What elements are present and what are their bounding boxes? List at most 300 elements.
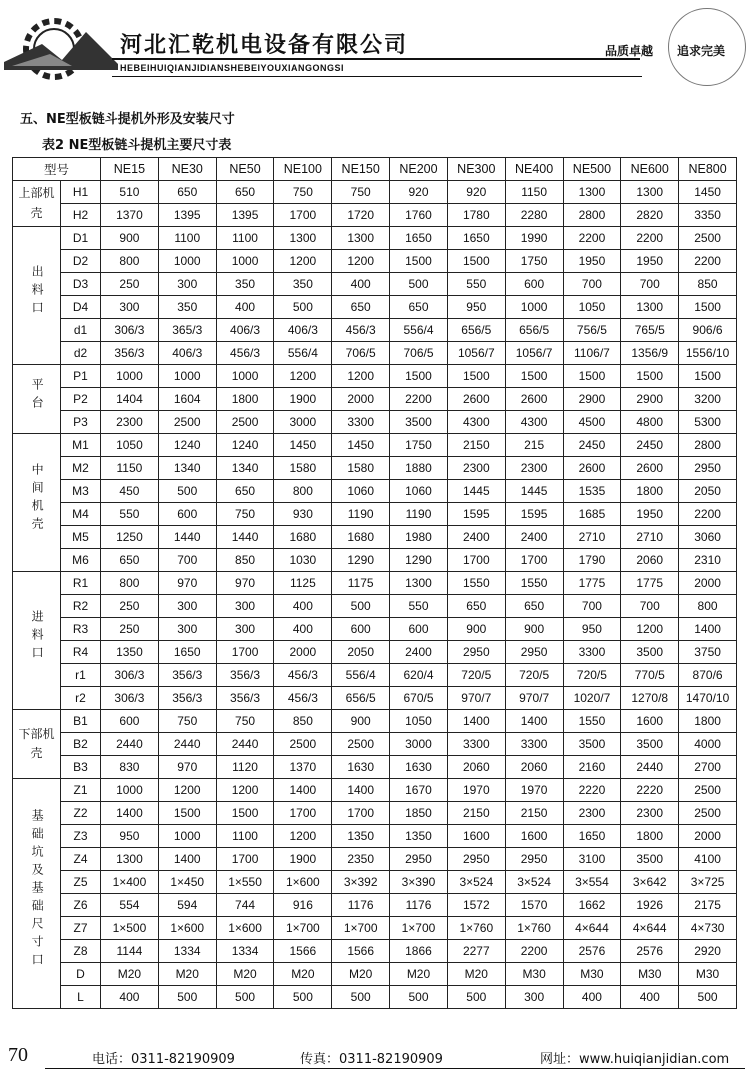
table-cell: 2350 [332,848,390,871]
table-cell: 916 [274,894,332,917]
table-cell: 1×600 [158,917,216,940]
table-cell: 1144 [101,940,159,963]
table-cell: M20 [447,963,505,986]
table-cell: 4×644 [563,917,621,940]
table-row [13,342,737,365]
table-cell: 1050 [563,296,621,319]
table-cell: 1790 [563,549,621,572]
table-cell: 3300 [447,733,505,756]
table-cell: 406/3 [274,319,332,342]
table-cell: 1700 [216,848,274,871]
table-cell: 306/3 [101,687,159,710]
table-cell: 1334 [216,940,274,963]
table-cell: 1950 [621,250,679,273]
table-cell: 2900 [563,388,621,411]
table-cell: 750 [216,503,274,526]
table-cell: 356/3 [101,342,159,365]
table-cell: 1680 [274,526,332,549]
table-cell: 1800 [621,480,679,503]
model-header: NE50 [216,158,274,181]
table-cell: 600 [101,710,159,733]
table-cell: 2400 [505,526,563,549]
table-cell: 850 [216,549,274,572]
table-cell: 650 [101,549,159,572]
table-cell: 3500 [621,641,679,664]
header-divider-thin [112,76,642,77]
table-row [13,365,737,388]
param-label: Z3 [61,825,101,848]
param-label: r1 [61,664,101,687]
table-cell: 1056/7 [447,342,505,365]
table-cell: 1356/9 [621,342,679,365]
table-cell: 2050 [679,480,737,503]
table-cell: 600 [158,503,216,526]
table-cell: 1900 [274,848,332,871]
table-cell: 2300 [505,457,563,480]
table-cell: 1020/7 [563,687,621,710]
table-cell: 2500 [679,802,737,825]
table-cell: M30 [679,963,737,986]
table-cell: 1400 [274,779,332,802]
table-cell: 3300 [563,641,621,664]
table-cell: 1×450 [158,871,216,894]
table-cell: 700 [563,273,621,296]
table-cell: 300 [101,296,159,319]
table-cell: 920 [447,181,505,204]
table-cell: 650 [505,595,563,618]
group-label [13,572,61,710]
table-row [13,434,737,457]
table-row [13,664,737,687]
table-cell: 1240 [216,434,274,457]
group-label [13,779,61,1009]
table-cell: 2150 [447,802,505,825]
table-cell: 1440 [158,526,216,549]
table-cell: 1300 [390,572,448,595]
model-header: NE150 [332,158,390,181]
table-cell: 500 [332,986,390,1009]
param-label: P1 [61,365,101,388]
table-cell: 3350 [679,204,737,227]
table-cell: 2060 [447,756,505,779]
table-cell: 2440 [621,756,679,779]
table-cell: 900 [505,618,563,641]
param-label: R3 [61,618,101,641]
table-cell: 1056/7 [505,342,563,365]
table-cell: 1550 [563,710,621,733]
table-cell: 1595 [505,503,563,526]
group-label [13,710,61,779]
table-cell: 2900 [621,388,679,411]
table-cell: 970 [158,756,216,779]
company-name-en: HEBEIHUIQIANJIDIANSHEBEIYOUXIANGONGSI [120,63,345,73]
table-cell: 1570 [505,894,563,917]
table-cell: 920 [390,181,448,204]
table-cell: 500 [390,986,448,1009]
table-cell: M20 [216,963,274,986]
table-cell: 2800 [679,434,737,457]
table-cell: 2450 [563,434,621,457]
table-cell: 1750 [390,434,448,457]
table-cell: 1350 [332,825,390,848]
table-row [13,825,737,848]
table-cell: 1572 [447,894,505,917]
slogan-quality: 品质卓越 [605,44,654,58]
table-cell: 400 [332,273,390,296]
table-row [13,710,737,733]
table-cell: 1300 [101,848,159,871]
table-cell: 3×554 [563,871,621,894]
table-cell: 500 [679,986,737,1009]
table-cell: 1×760 [447,917,505,940]
table-cell: 3×390 [390,871,448,894]
table-cell: 1200 [621,618,679,641]
table-cell: 2800 [563,204,621,227]
table-cell: 1200 [274,250,332,273]
table-cell: 1470/10 [679,687,737,710]
table-cell: 2950 [390,848,448,871]
slogan-perfection: 追求完美 [677,44,726,58]
table-cell: 1500 [621,365,679,388]
table-cell: 2060 [621,549,679,572]
table-cell: 1×550 [216,871,274,894]
group-label-text: 上部机壳 [18,186,55,220]
param-label: L [61,986,101,1009]
model-header: NE30 [158,158,216,181]
table-cell: 1926 [621,894,679,917]
table-cell: 300 [158,618,216,641]
table-cell: 1445 [505,480,563,503]
table-cell: 3300 [332,411,390,434]
footer-fax: 传真：0311-82190909 [300,1052,443,1067]
table-cell: M30 [505,963,563,986]
table-cell: 1400 [505,710,563,733]
table-cell: 1060 [332,480,390,503]
table-row [13,204,737,227]
table-cell: 1566 [332,940,390,963]
table-cell: 650 [216,480,274,503]
table-cell: 2175 [679,894,737,917]
table-cell: 1000 [158,825,216,848]
group-label [13,227,61,365]
table-row [13,549,737,572]
table-cell: 3300 [505,733,563,756]
table-cell: 706/5 [390,342,448,365]
table-cell: 250 [101,595,159,618]
table-cell: 406/3 [216,319,274,342]
table-cell: 950 [563,618,621,641]
param-label: B2 [61,733,101,756]
table-cell: 656/5 [332,687,390,710]
table-cell: M30 [621,963,679,986]
table-cell: 1760 [390,204,448,227]
table-row [13,457,737,480]
table-cell: 1670 [390,779,448,802]
header-divider [112,58,640,60]
table-cell: 800 [101,250,159,273]
param-label: d1 [61,319,101,342]
table-cell: 1000 [101,365,159,388]
gear-factory-logo-icon [2,14,120,84]
table-cell: 300 [216,618,274,641]
table-cell: 1050 [101,434,159,457]
table-cell: 1440 [216,526,274,549]
table-cell: 1550 [505,572,563,595]
table-cell: 300 [158,273,216,296]
table-cell: 4100 [679,848,737,871]
table-cell: 1650 [390,227,448,250]
section-title: 五、NE型板链斗提机外形及安装尺寸 [20,112,235,127]
table-cell: 500 [274,986,332,1009]
table-cell: 950 [101,825,159,848]
table-cell: 2440 [216,733,274,756]
table-cell: 2950 [679,457,737,480]
group-label-text: 基础坑及基础尺寸口 [30,809,45,972]
table-cell: 550 [447,273,505,296]
table-cell: 1100 [158,227,216,250]
table-cell: 1030 [274,549,332,572]
table-cell: 3×524 [505,871,563,894]
group-label-text: 下部机壳 [18,726,55,760]
param-label: R4 [61,641,101,664]
table-cell: 720/5 [505,664,563,687]
table-cell: 970/7 [505,687,563,710]
table-cell: 2150 [447,434,505,457]
group-label [13,181,61,227]
table-cell: 2220 [621,779,679,802]
table-row [13,733,737,756]
table-cell: 1×700 [390,917,448,940]
table-cell: 2600 [621,457,679,480]
table-cell: 1×700 [274,917,332,940]
table-cell: 2060 [505,756,563,779]
table-row [13,641,737,664]
table-cell: 1200 [332,365,390,388]
table-cell: 1350 [390,825,448,848]
table-cell: 1200 [274,365,332,388]
table-cell: 756/5 [563,319,621,342]
table-cell: M20 [158,963,216,986]
table-cell: 2500 [216,411,274,434]
param-label: B1 [61,710,101,733]
table-cell: 670/5 [390,687,448,710]
table-cell: 1200 [332,250,390,273]
model-header: NE100 [274,158,332,181]
model-header: NE500 [563,158,621,181]
model-header: NE400 [505,158,563,181]
table-cell: 1×600 [274,871,332,894]
table-cell: 1630 [390,756,448,779]
table-cell: 650 [332,296,390,319]
table-cell: 1300 [332,227,390,250]
table-cell: 2000 [679,572,737,595]
table-cell: 2920 [679,940,737,963]
table-cell: 700 [563,595,621,618]
table-cell: 650 [216,181,274,204]
param-label: H2 [61,204,101,227]
table-cell: 1200 [158,779,216,802]
table-cell: 556/4 [332,664,390,687]
table-cell: 800 [101,572,159,595]
table-cell: 3750 [679,641,737,664]
table-cell: 900 [101,227,159,250]
table-cell: 1700 [274,204,332,227]
table-cell: 3060 [679,526,737,549]
param-label: Z1 [61,779,101,802]
footer-phone: 电话：0311-82190909 [92,1052,235,1067]
table-cell: 2200 [679,503,737,526]
table-cell: 1700 [447,549,505,572]
table-row [13,756,737,779]
model-header: NE300 [447,158,505,181]
param-label: M5 [61,526,101,549]
table-cell: 3100 [563,848,621,871]
table-cell: 1000 [505,296,563,319]
table-cell: 1650 [158,641,216,664]
model-header: NE600 [621,158,679,181]
table-body [13,181,737,1009]
table-cell: 5300 [679,411,737,434]
table-cell: 1600 [447,825,505,848]
table-cell: 2500 [679,779,737,802]
table-cell: 800 [274,480,332,503]
table-cell: 1250 [101,526,159,549]
table-cell: 556/4 [274,342,332,365]
table-cell: 1350 [101,641,159,664]
table-cell: 456/3 [274,687,332,710]
table-row [13,411,737,434]
table-row [13,618,737,641]
table-cell: 3200 [679,388,737,411]
table-cell: 1500 [390,250,448,273]
table-cell: 1535 [563,480,621,503]
table-cell: 1176 [390,894,448,917]
table-cell: 2500 [679,227,737,250]
table-cell: 350 [158,296,216,319]
table-cell: 400 [101,986,159,1009]
table-cell: 1340 [158,457,216,480]
table-cell: 400 [274,595,332,618]
table-row [13,273,737,296]
table-row [13,250,737,273]
table-cell: 3×392 [332,871,390,894]
table-cell: 4×730 [679,917,737,940]
company-name-cn: 河北汇乾机电设备有限公司 [120,33,409,58]
table-cell: 1000 [158,250,216,273]
param-label: Z2 [61,802,101,825]
table-cell: 2500 [274,733,332,756]
table-cell: 356/3 [158,687,216,710]
param-label: B3 [61,756,101,779]
table-cell: 1106/7 [563,342,621,365]
group-label-text: 中间机壳 [30,463,45,536]
table-cell: 1500 [679,365,737,388]
table-cell: 250 [101,618,159,641]
table-cell: 2150 [505,802,563,825]
group-label [13,365,61,434]
table-cell: 700 [621,595,679,618]
table-cell: 1100 [216,825,274,848]
table-header-row [13,158,737,181]
table-cell: 870/6 [679,664,737,687]
table-cell: 1990 [505,227,563,250]
table-cell: 3×524 [447,871,505,894]
table-cell: 650 [447,595,505,618]
table-cell: 700 [621,273,679,296]
table-cell: 356/3 [158,664,216,687]
table-cell: 1×600 [216,917,274,940]
table-cell: 2277 [447,940,505,963]
table-cell: 744 [216,894,274,917]
table-cell: 500 [447,986,505,1009]
param-label: M4 [61,503,101,526]
table-cell: 300 [216,595,274,618]
table-cell: 2600 [447,388,505,411]
table-row [13,595,737,618]
param-label: P3 [61,411,101,434]
table-cell: M20 [332,963,390,986]
table-cell: 450 [101,480,159,503]
table-caption: 表2 NE型板链斗提机主要尺寸表 [42,138,232,153]
table-cell: 1395 [158,204,216,227]
table-cell: 1850 [390,802,448,825]
group-label-text: 出料口 [30,265,45,320]
table-cell: 750 [332,181,390,204]
table-cell: 1580 [274,457,332,480]
table-row [13,572,737,595]
table-cell: M20 [390,963,448,986]
table-cell: 1800 [216,388,274,411]
table-cell: 2000 [332,388,390,411]
table-row [13,917,737,940]
table-cell: 1270/8 [621,687,679,710]
table-cell: 1580 [332,457,390,480]
table-row [13,503,737,526]
table-cell: 594 [158,894,216,917]
table-cell: 456/3 [274,664,332,687]
table-cell: 2710 [621,526,679,549]
table-cell: 2000 [274,641,332,664]
table-cell: 3000 [390,733,448,756]
table-cell: M20 [101,963,159,986]
table-cell: 1700 [216,641,274,664]
table-cell: 1650 [447,227,505,250]
table-cell: 1970 [505,779,563,802]
table-cell: 650 [390,296,448,319]
table-cell: 1340 [216,457,274,480]
table-row [13,227,737,250]
table-cell: 2576 [563,940,621,963]
table-cell: 1866 [390,940,448,963]
table-cell: 600 [332,618,390,641]
param-label: D1 [61,227,101,250]
table-cell: 1334 [158,940,216,963]
table-cell: 1×400 [101,871,159,894]
table-cell: 1500 [447,250,505,273]
table-cell: 2300 [101,411,159,434]
table-cell: 720/5 [447,664,505,687]
param-label: M2 [61,457,101,480]
table-cell: 656/5 [505,319,563,342]
param-label: Z6 [61,894,101,917]
table-cell: 770/5 [621,664,679,687]
table-cell: 3×725 [679,871,737,894]
table-cell: 2950 [447,848,505,871]
table-cell: 1000 [158,365,216,388]
param-label: R1 [61,572,101,595]
table-cell: 900 [447,618,505,641]
table-cell: 1370 [274,756,332,779]
